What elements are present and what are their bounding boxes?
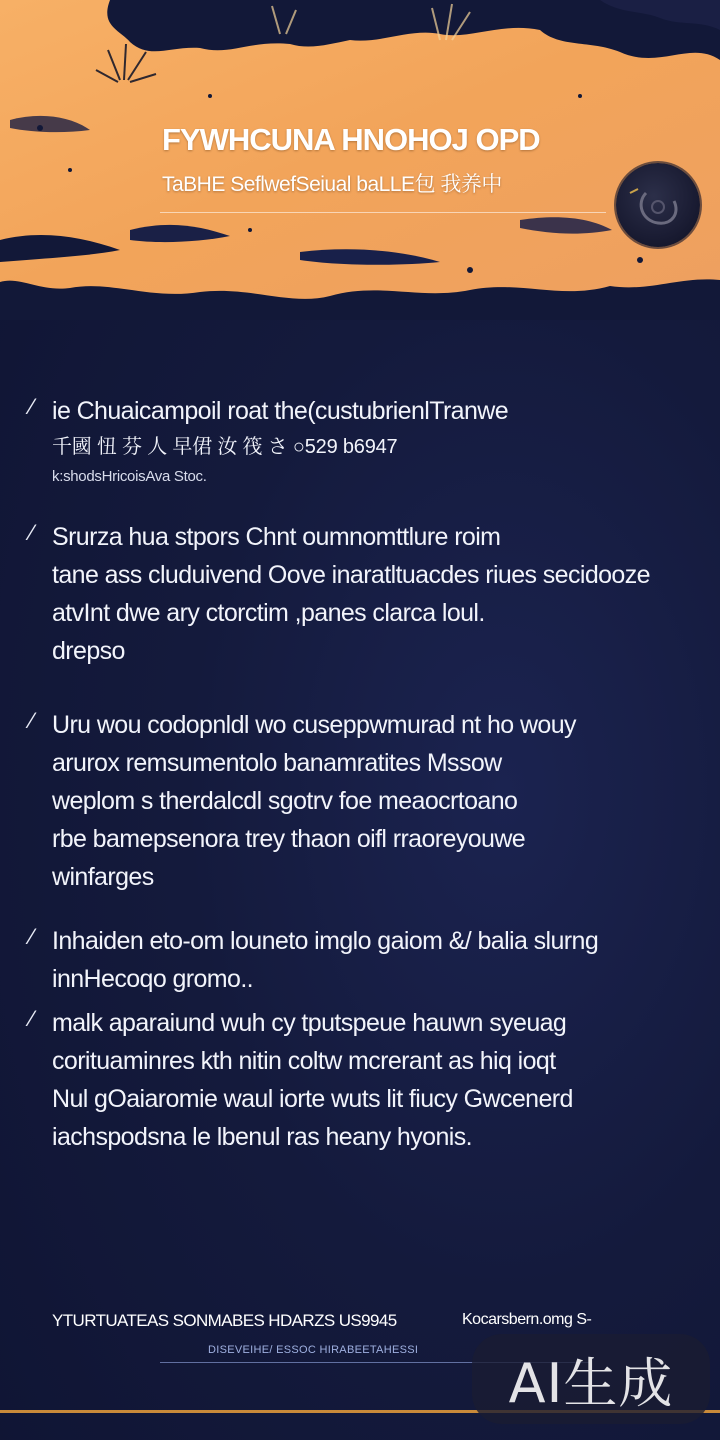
- page-title: FYWHCUNA HNOHOJ OPD: [162, 122, 540, 157]
- page-subtitle: TaBHE SeflwefSeiual baLLE包 我养中: [162, 173, 502, 196]
- list-item-text: drepso: [52, 637, 125, 665]
- watermark-label: AI生成: [508, 1351, 674, 1415]
- list-item-text: tane ass cluduivend Oove inaratltuacdes riues secidooze: [52, 561, 650, 589]
- list-item-text: Inhaiden eto-om louneto imglo gaiom &/ balia slurng: [52, 927, 599, 955]
- list-item-text: corituaminres kth nitin coltw mcrerant as hiq ioqt: [52, 1047, 556, 1075]
- list-item-text: arurox remsumentolo banamratites Mssow: [52, 749, 502, 777]
- list-item-text: winfarges: [52, 863, 154, 891]
- bullet-icon: ⁄: [30, 924, 34, 949]
- list-item-text: 千國 忸 芬 人 早侰 汝 筏 さ ○529 b6947: [52, 436, 398, 458]
- bullet-icon: ⁄: [30, 520, 34, 545]
- feature-list: [28, 392, 698, 1156]
- list-item-text: malk aparaiund wuh cy tputspeue hauwn syeuag: [52, 1009, 567, 1037]
- list-item: [28, 1004, 698, 1156]
- list-item: [28, 392, 698, 490]
- list-item-text: ie Chuaicampoil roat the(custubrienlTranwe: [52, 397, 509, 425]
- list-item-text: rbe bamepsenora trey thaon oifl rraoreyouwe: [52, 825, 526, 853]
- footer-link[interactable]: Kocarsbern.omg S-: [462, 1311, 592, 1328]
- list-item-text: Uru wou codopnldl wo cuseppwmurad nt ho wouy: [52, 711, 576, 739]
- header-banner: [0, 0, 720, 320]
- list-item-text: atvInt dwe ary ctorctim ,panes clarca loul.: [52, 599, 485, 627]
- header-artwork: [0, 0, 720, 320]
- emblem-icon: [616, 163, 700, 247]
- bullet-icon: ⁄: [30, 1006, 34, 1031]
- bullet-icon: ⁄: [30, 708, 34, 733]
- list-item-text: weplom s therdalcdl sgotrv foe meaocrtoano: [52, 787, 518, 815]
- list-item: [28, 518, 698, 670]
- bullet-icon: ⁄: [30, 394, 34, 419]
- list-item: [28, 706, 698, 896]
- header-divider: [160, 212, 606, 213]
- list-item-text: innHecoqo gromo..: [52, 965, 254, 993]
- ai-watermark: [472, 1334, 710, 1424]
- list-item-text: iachspodsna le lbenul ras heany hyonis.: [52, 1123, 472, 1151]
- list-item: [28, 922, 698, 998]
- footer-caption: DISEVEIHE/ ESSOC HIRABEETAHESSI: [208, 1344, 419, 1356]
- footer-text: YTURTUATEAS SONMABES HDARZS US9945: [52, 1311, 397, 1330]
- list-item-note: k:shodsHricoisAva Stoc.: [52, 468, 207, 485]
- list-item-text: Nul gOaiaromie waul iorte wuts lit fiucy Gwcenerd: [52, 1085, 573, 1113]
- list-item-text: Srurza hua stpors Chnt oumnomttlure roim: [52, 523, 501, 551]
